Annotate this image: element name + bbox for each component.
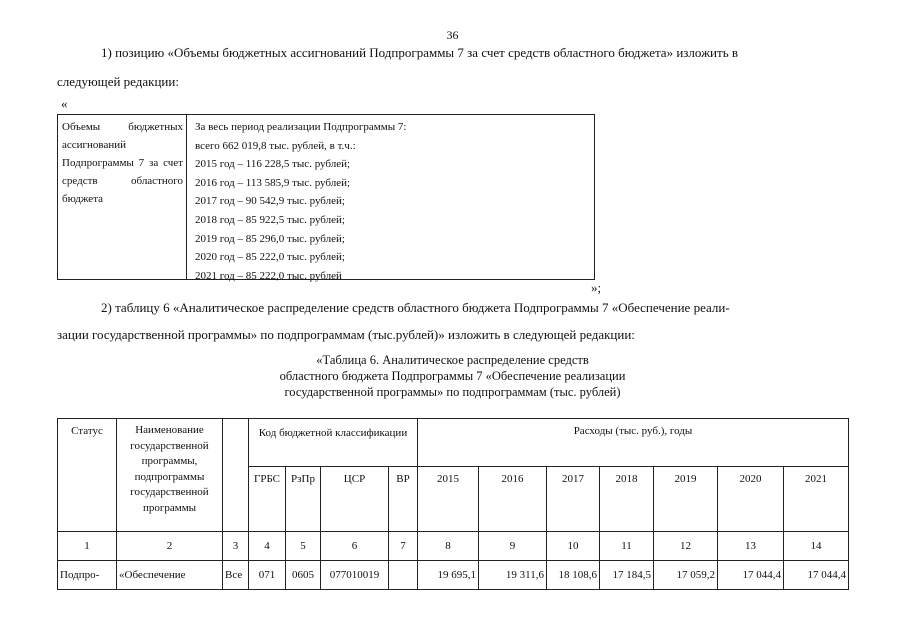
header-csr: ЦСР [321, 467, 389, 532]
item2-line1: 2) таблицу 6 «Аналитическое распределение средств областного бюджета Подпрограммы 7 «Обеспечение реали- [101, 300, 730, 315]
header-blank [223, 419, 249, 532]
header-year: 2021 [784, 467, 849, 532]
column-number: 2 [117, 532, 223, 561]
row-name: «Обеспечение [117, 561, 223, 590]
page-number: 36 [446, 28, 459, 42]
column-number: 7 [389, 532, 418, 561]
header-year: 2020 [718, 467, 784, 532]
budget-volume-line: За весь период реализации Подпрограммы 7: [195, 121, 407, 133]
header-expenses: Расходы (тыс. руб.), годы [418, 419, 849, 467]
column-number: 13 [718, 532, 784, 561]
table6-caption [0, 352, 905, 400]
header-name: Наименование государственной программы, подпрограммы государственной программы [117, 419, 223, 532]
row-value: 17 044,4 [784, 561, 849, 590]
budget-volume-values [187, 115, 594, 282]
column-number: 4 [249, 532, 286, 561]
caption-line: «Таблица 6. Аналитическое распределение средств [316, 353, 589, 367]
quote-close: »; [591, 280, 602, 295]
column-number: 6 [321, 532, 389, 561]
budget-volume-line: 2016 год – 113 585,9 тыс. рублей; [195, 176, 351, 189]
budget-volume-line: 2021 год – 85 222,0 тыс. рублей [195, 269, 342, 282]
header-grbs: ГРБС [249, 467, 286, 532]
column-number: 11 [600, 532, 654, 561]
budget-volume-line: 2019 год – 85 296,0 тыс. рублей; [195, 232, 345, 245]
header-year: 2018 [600, 467, 654, 532]
analytic-distribution-table [57, 418, 849, 590]
row-col3: Все [223, 561, 249, 590]
header-rzpr: РзПр [286, 467, 321, 532]
row-value: 17 044,4 [718, 561, 784, 590]
column-number: 10 [547, 532, 600, 561]
row-grbs: 071 [249, 561, 286, 590]
budget-volume-line: 2017 год – 90 542,9 тыс. рублей; [195, 195, 345, 208]
budget-volume-label: Объемы бюджетных ассигнований Подпрограммы 7 за счет средств областного бюджета [58, 115, 187, 279]
header-code: Код бюджетной классификации [249, 419, 418, 467]
column-number: 3 [223, 532, 249, 561]
column-number: 1 [58, 532, 117, 561]
row-csr: 077010019 [321, 561, 389, 590]
row-value: 17 184,5 [600, 561, 654, 590]
column-number: 9 [479, 532, 547, 561]
row-rzpr: 0605 [286, 561, 321, 590]
budget-volume-line: 2020 год – 85 222,0 тыс. рублей; [195, 251, 345, 264]
caption-line: государственной программы» по подпрограммам (тыс. рублей) [284, 385, 621, 399]
row-status: Подпро- [58, 561, 117, 590]
budget-volume-table [57, 114, 595, 280]
column-number: 8 [418, 532, 479, 561]
item2-line2: зации государственной программы» по подпрограммам (тыс.рублей)» изложить в следующей редакции: [57, 327, 635, 342]
header-status: Статус [58, 419, 117, 532]
column-number: 14 [784, 532, 849, 561]
row-value: 18 108,6 [547, 561, 600, 590]
header-vr: ВР [389, 467, 418, 532]
budget-volume-line: 2018 год – 85 922,5 тыс. рублей; [195, 213, 345, 226]
row-vr [389, 561, 418, 590]
budget-volume-line: 2015 год – 116 228,5 тыс. рублей; [195, 158, 351, 171]
item1-line1: 1) позицию «Объемы бюджетных ассигнований Подпрограммы 7 за счет средств областного бюджета» изложить в [101, 45, 739, 60]
header-year: 2019 [654, 467, 718, 532]
column-number: 5 [286, 532, 321, 561]
header-year: 2016 [479, 467, 547, 532]
item1-line2: следующей редакции: [57, 74, 179, 89]
header-year: 2015 [418, 467, 479, 532]
row-value: 19 311,6 [479, 561, 547, 590]
row-value: 19 695,1 [418, 561, 479, 590]
column-number: 12 [654, 532, 718, 561]
caption-line: областного бюджета Подпрограммы 7 «Обеспечение реализации [279, 369, 626, 383]
quote-open: « [61, 96, 68, 111]
budget-volume-line: всего 662 019,8 тыс. рублей, в т.ч.: [195, 139, 356, 152]
row-value: 17 059,2 [654, 561, 718, 590]
header-year: 2017 [547, 467, 600, 532]
